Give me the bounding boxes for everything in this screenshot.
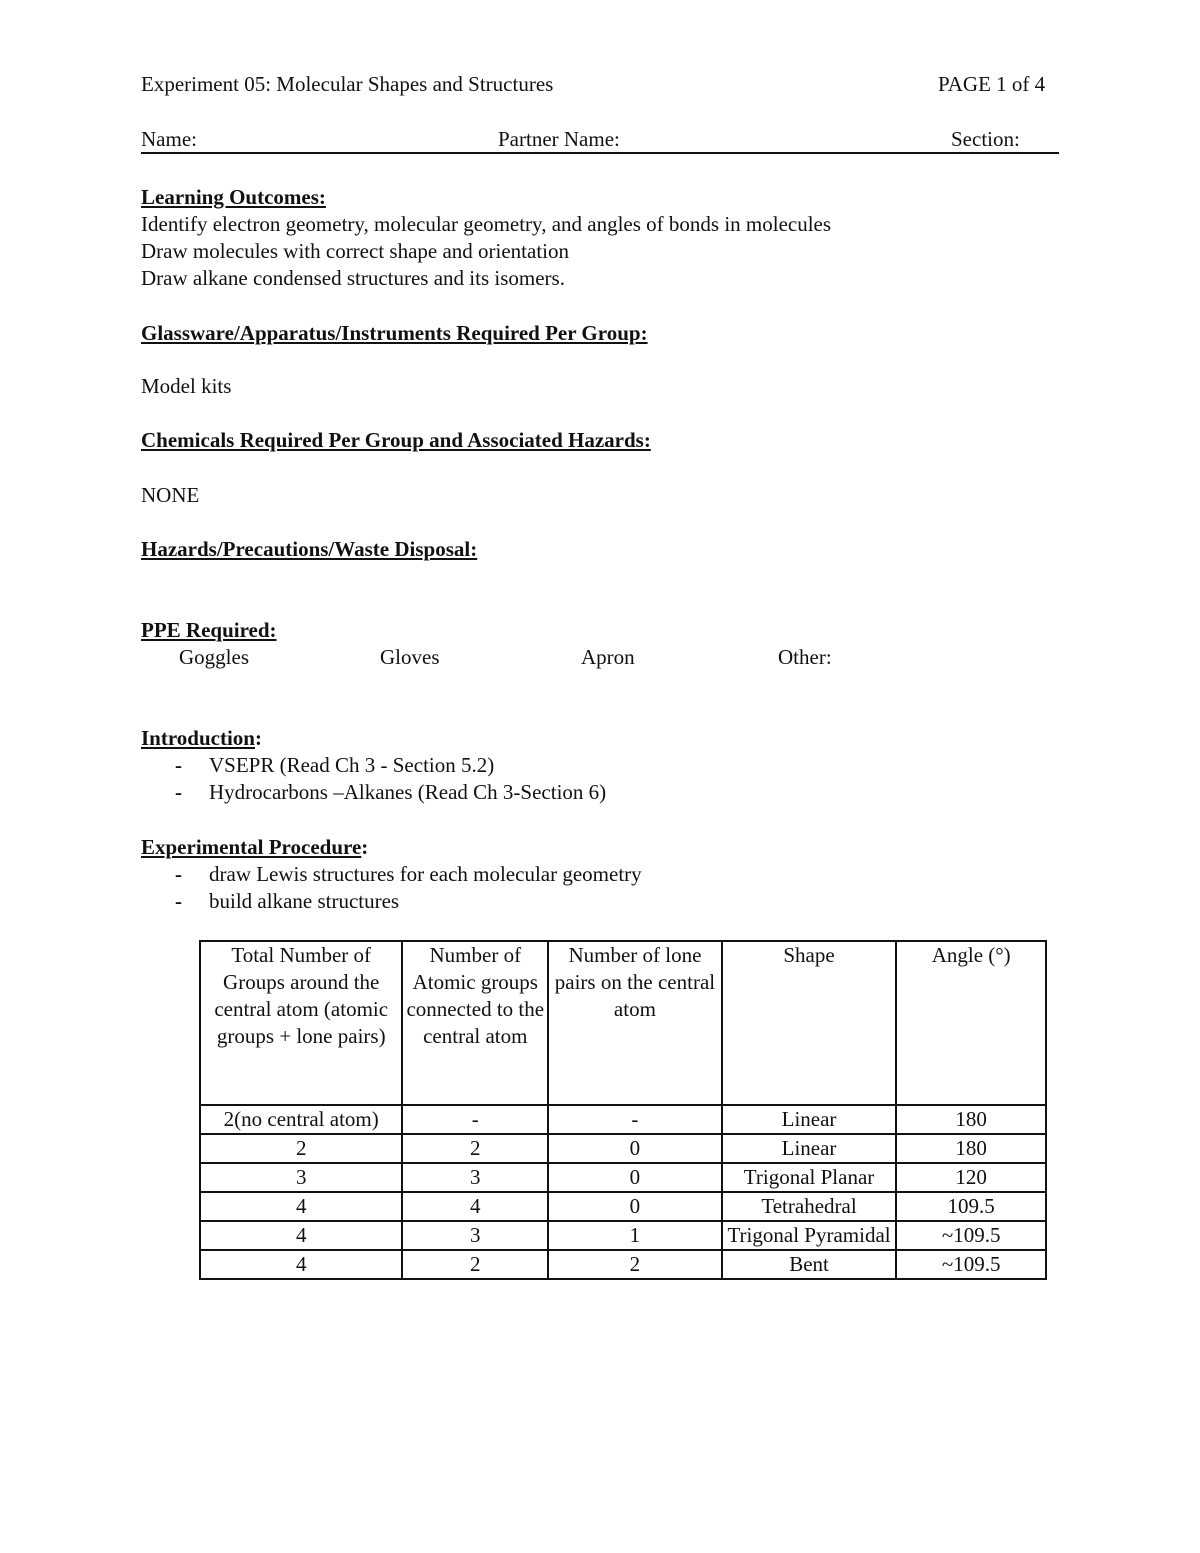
procedure-heading-colon: : — [361, 835, 369, 859]
column-header-lone-pairs: Number of lone pairs on the central atom — [548, 941, 722, 1105]
table-cell: 2 — [200, 1134, 402, 1163]
header-rule — [141, 152, 1059, 154]
dash-bullet-icon: - — [175, 889, 182, 913]
column-header-total-groups: Total Number of Groups around the central atom (atomic groups + lone pairs) — [200, 941, 402, 1105]
table-cell: 1 — [548, 1221, 722, 1250]
learning-outcomes-section — [141, 184, 831, 292]
glassware-heading: Glassware/Apparatus/Instruments Required Per Group: — [141, 321, 648, 345]
dash-bullet-icon: - — [175, 753, 182, 777]
table-cell: 4 — [402, 1192, 548, 1221]
table-cell: Linear — [722, 1105, 897, 1134]
table-cell: 4 — [200, 1250, 402, 1279]
table-row — [200, 1221, 1046, 1250]
table-cell: 120 — [896, 1163, 1046, 1192]
table-cell: 2 — [548, 1250, 722, 1279]
list-item: - draw Lewis structures for each molecular geometry — [175, 862, 642, 886]
introduction-heading: Introduction — [141, 726, 255, 750]
table-cell: 2(no central atom) — [200, 1105, 402, 1134]
table-cell: 3 — [402, 1163, 548, 1192]
table-cell: 109.5 — [896, 1192, 1046, 1221]
column-header-angle: Angle (°) — [896, 941, 1046, 1105]
table-cell: 4 — [200, 1221, 402, 1250]
table-row — [200, 1192, 1046, 1221]
ppe-heading: PPE Required: — [141, 618, 277, 642]
table-row — [200, 1105, 1046, 1134]
table-cell: 2 — [402, 1134, 548, 1163]
table-cell: Tetrahedral — [722, 1192, 897, 1221]
table-cell: 3 — [402, 1221, 548, 1250]
name-field-label: Name: — [141, 127, 197, 151]
ppe-other: Other: — [778, 645, 832, 669]
table-cell: 4 — [200, 1192, 402, 1221]
ppe-apron: Apron — [581, 645, 635, 669]
document-title: Experiment 05: Molecular Shapes and Structures — [141, 72, 554, 96]
table-cell: Linear — [722, 1134, 897, 1163]
learning-outcome-item: Identify electron geometry, molecular geometry, and angles of bonds in molecules — [141, 212, 832, 236]
table-cell: - — [548, 1105, 722, 1134]
introduction-section — [141, 725, 606, 806]
table-row — [200, 1134, 1046, 1163]
table-row — [200, 1163, 1046, 1192]
chemicals-text: NONE — [141, 483, 200, 507]
glassware-text: Model kits — [141, 374, 232, 398]
table-cell: 180 — [896, 1105, 1046, 1134]
table-row — [200, 1250, 1046, 1279]
vsepr-table — [199, 940, 1047, 1280]
table-cell: 0 — [548, 1134, 722, 1163]
table-cell: 3 — [200, 1163, 402, 1192]
list-item: - build alkane structures — [175, 889, 400, 913]
dash-bullet-icon: - — [175, 862, 182, 886]
table-cell: Trigonal Pyramidal — [722, 1221, 897, 1250]
partner-name-field-label: Partner Name: — [498, 127, 620, 151]
ppe-gloves: Gloves — [380, 645, 440, 669]
table-cell: 0 — [548, 1163, 722, 1192]
dash-bullet-icon: - — [175, 780, 182, 804]
learning-outcome-item: Draw molecules with correct shape and orientation — [141, 239, 570, 263]
column-header-atomic-groups: Number of Atomic groups connected to the central atom — [402, 941, 548, 1105]
table-cell: - — [402, 1105, 548, 1134]
table-header-row — [200, 941, 1046, 1105]
table-cell: ~109.5 — [896, 1221, 1046, 1250]
table-cell: 2 — [402, 1250, 548, 1279]
table-cell: 180 — [896, 1134, 1046, 1163]
learning-outcome-item: Draw alkane condensed structures and its isomers. — [141, 266, 565, 290]
ppe-goggles: Goggles — [179, 645, 249, 669]
section-field-label: Section: — [951, 127, 1020, 151]
chemicals-heading: Chemicals Required Per Group and Associated Hazards: — [141, 428, 651, 452]
hazards-heading: Hazards/Precautions/Waste Disposal: — [141, 537, 478, 561]
introduction-heading-colon: : — [254, 726, 262, 750]
learning-outcomes-heading: Learning Outcomes: — [141, 185, 326, 209]
procedure-section — [141, 834, 642, 915]
table-cell: Bent — [722, 1250, 897, 1279]
procedure-heading: Experimental Procedure — [141, 835, 362, 859]
list-item: - VSEPR (Read Ch 3 - Section 5.2) — [175, 753, 495, 777]
table-cell: Trigonal Planar — [722, 1163, 897, 1192]
table-cell: ~109.5 — [896, 1250, 1046, 1279]
page-number: PAGE 1 of 4 — [938, 72, 1046, 96]
column-header-shape: Shape — [722, 941, 897, 1105]
table-cell: 0 — [548, 1192, 722, 1221]
list-item: - Hydrocarbons –Alkanes (Read Ch 3-Section 6) — [175, 780, 607, 804]
